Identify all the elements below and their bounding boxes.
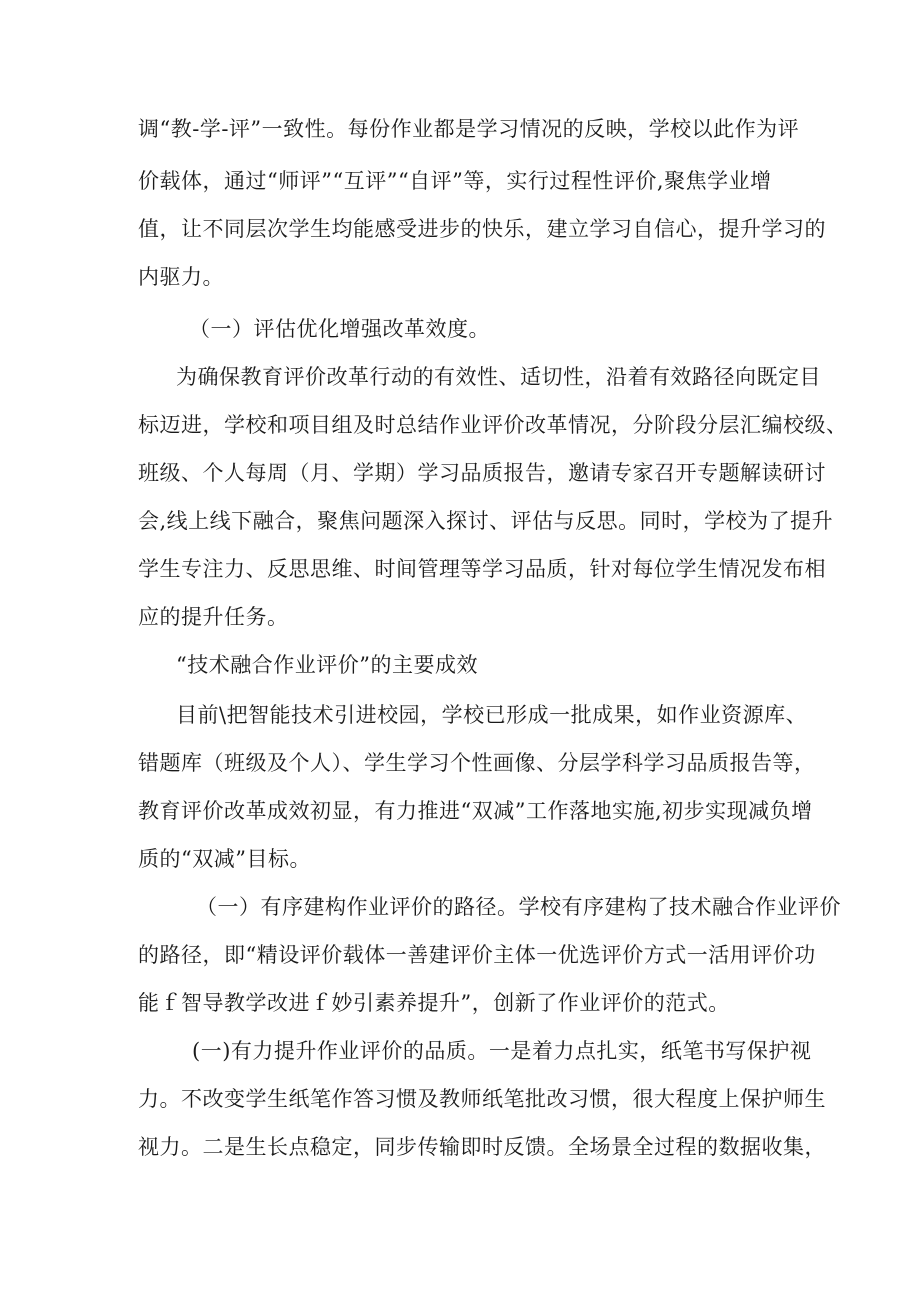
paragraph-line: 内驱力。 bbox=[138, 265, 224, 289]
paragraph-line: 会,线上线下融合，聚焦问题深入探讨、评估与反思。同时，学校为了提升 bbox=[138, 509, 834, 533]
section-heading: （一）评估优化增强改革效度。 bbox=[189, 317, 490, 341]
paragraph-line: 应的提升任务。 bbox=[138, 605, 289, 629]
paragraph-line: 值，让不同层次学生均能感受进步的快乐，建立学习自信心，提升学习的 bbox=[138, 217, 826, 241]
section-heading: “技术融合作业评价”的主要成效 bbox=[176, 653, 478, 677]
paragraph-line: 的路径，即“精设评价载体一善建评价主体一优选评价方式一活用评价功 bbox=[138, 943, 816, 967]
paragraph-line: 班级、个人每周（月、学期）学习品质报告，邀请专家召开专题解读研讨 bbox=[138, 461, 826, 485]
paragraph-line: 错题库（班级及个人）、学生学习个性画像、分层学科学习品质报告等， bbox=[138, 751, 816, 775]
paragraph-line: 力。不改变学生纸笔作答习惯及教师纸笔批改习惯，很大程度上保护师生 bbox=[138, 1087, 826, 1111]
paragraph-line: 标迈进，学校和项目组及时总结作业评价改革情况，分阶段分层汇编校级、 bbox=[138, 413, 848, 437]
paragraph-line: 能ｆ智导教学改进ｆ妙引素养提升”，创新了作业评价的范式。 bbox=[138, 991, 730, 1015]
paragraph-line: 价载体，通过“师评”“互评”“自评”等，实行过程性评价,聚焦学业增 bbox=[138, 169, 772, 193]
paragraph-line: 视力。二是生长点稳定，同步传输即时反馈。全场景全过程的数据收集， bbox=[138, 1135, 826, 1159]
paragraph-line: 教育评价改革成效初显，有力推进“双减”工作落地实施,初步实现减负增 bbox=[138, 799, 813, 823]
paragraph-line: 质的“双减”目标。 bbox=[138, 847, 311, 871]
paragraph-line: 调“教-学-评”一致性。每份作业都是学习情况的反映，学校以此作为评 bbox=[138, 117, 800, 141]
paragraph-line: 为确保教育评价改革行动的有效性、适切性，沿着有效路径向既定目 bbox=[176, 365, 821, 389]
paragraph-line: （一）有序建构作业评价的路径。学校有序建构了技术融合作业评价 bbox=[196, 895, 841, 919]
paragraph-line: (一)有力提升作业评价的品质。一是着力点扎实，纸笔书写保护视 bbox=[192, 1039, 812, 1063]
paragraph-line: 学生专注力、反思思维、时间管理等学习品质，针对每位学生情况发布相 bbox=[138, 557, 826, 581]
paragraph-line: 目前\把智能技术引进校园，学校已形成一批成果，如作业资源库、 bbox=[176, 703, 808, 727]
